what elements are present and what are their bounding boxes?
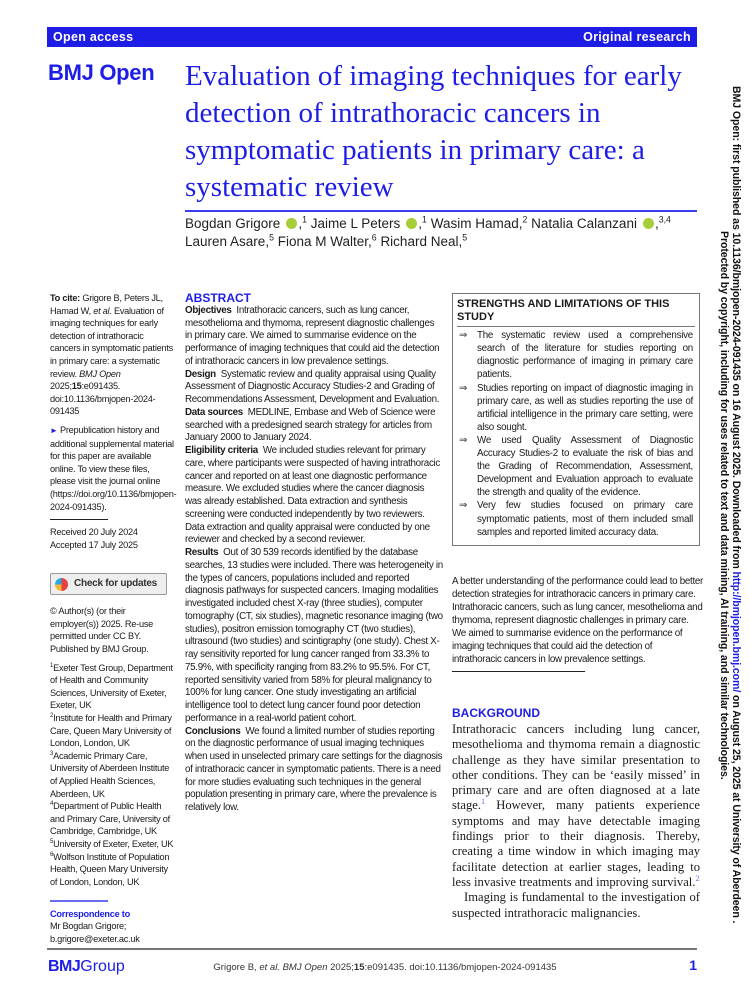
title-divider — [185, 210, 697, 212]
abstract-section-results: Results Out of 30 539 records identified by the database searches, 13 studies were included. There was heterogeneity in the types of cancers, populations included and reported diagnosis pathways for suspected cancers. Imaging modalities investigated included chest X-ray (three studies), computer tomography (CT, six studies), magnetic resonance imaging (two studies), positron emission tomography CT (two studies), ultrasound (two studies) and scintigraphy (one study). Chest X-ray sensitivity reported for lung cancer ranged from 33.3% to 75.9%, with specificity ranging from 83.2% to 95.5%. For CT, reported sensitivity varied from 58% for pleural malignancy to 100% for lung cancer. One study investigating an artificial intelligence tool to detect lung cancer found poor detection performance in a real-world patient cohort. — [185, 547, 443, 724]
author-list — [185, 215, 705, 251]
arrow-icon: ⇒ — [459, 382, 467, 394]
abstract-section-conclusions: Conclusions We found a limited number of studies reporting on the diagnostic performance of usual imaging techniques when used in unselected primary care settings for the diagnosis of intrathoracic cancer in symptomatic patients. There is a need for more studies evaluating such techniques in the general population presenting in primary care, where the prevalence is relatively low. — [185, 725, 443, 813]
orcid-icon[interactable] — [406, 218, 417, 229]
check-for-updates-button[interactable]: Check for updates — [50, 573, 167, 595]
side-download-notice: BMJ Open: first published as 10.1136/bmjopen-2024-091435 on 16 August 2025. Downloaded from http://bmjopen.bmj.com/ on August 25, 2025 at University of Aberdeen . Protected by copyright, including for uses related to text and data mining, AI training, and similar technologies. — [718, 86, 742, 924]
affiliation: $^5$University of Exeter, Exeter, UK — [50, 838, 174, 849]
open-access-label: Open access — [53, 30, 134, 44]
summary-paragraph: A better understanding of the performance could lead to better detection strategies for intrathoracic cancers in primary care. Intrathoracic cancers, such as lung cancer, mesothelioma and thymoma, represent diagnostic challenges in primary care. We aimed to summarise evidence on the performance of imaging techniques that could aid the detection of intrathoracic cancers in low prevalence settings. — [452, 575, 704, 678]
affiliation: $^3$Academic Primary Care, University of Aberdeen Institute of Applied Health Sciences, Aberdeen, UK — [50, 750, 170, 799]
strength-item: ⇒ We used Quality Assessment of Diagnostic Accuracy Studies-2 to evaluate the risk of bias and the Grading of Recommendation, Assessment, Development and Evaluation approach to evaluate the strength and quality of the evidence. — [459, 434, 693, 499]
reference-link[interactable]: 2 — [695, 873, 700, 883]
abstract-section-design: Design Systematic review and quality appraisal using Quality Assessment of Diagnostic Accuracy Studies-2 and Grading of Recommendations Assessment, Development and Evaluation. — [185, 368, 440, 405]
background-paragraph: Intrathoracic cancers including lung cancer, mesothelioma and thymoma remain a diagnostic challenge as they have similar presentation to other conditions. They can be ‘easily missed’ in primary care and are often diagnosed at a late stage.$^1$ However, many patients experience symptoms and may have detectable imaging findings prior to their diagnosis. Thereby, creating a time window in which imaging may facilitate detection at earlier stages, leading to less invasive treatments and improving survival.$^2$ — [452, 722, 700, 889]
author: Bogdan Grigore ,$^1$ — [185, 214, 307, 231]
bmj-group-logo: BMJGroup — [48, 958, 125, 975]
article-info-sidebar — [50, 292, 175, 946]
strength-item: ⇒ Very few studies focused on primary care symptomatic patients, most of them included small samples and reported limited accuracy data. — [459, 500, 693, 538]
author: Richard Neal,$^5$ — [380, 232, 468, 249]
correspondence-heading: Correspondence to — [50, 908, 130, 919]
affiliation: $^2$Institute for Health and Primary Care, Queen Mary University of London, London, UK — [50, 712, 172, 749]
abstract-section-eligibility-criteria: Eligibility criteria We included studies relevant for primary care, where participants were suspected of having intrathoracic cancer and reported on at least one diagnostic performance measure. We excluded studies where the cancer diagnosis was already established. Data extraction and synthesis screening were conducted independently by two reviewers. Data extraction and quality appraisal were conducted by one reviewer and checked by a second reviewer. — [185, 445, 441, 546]
author: Lauren Asare,$^5$ — [185, 232, 274, 249]
abstract-section-objectives: Objectives Intrathoracic cancers, such as lung cancer, mesothelioma and thymoma, represent diagnostic challenges in primary care. We aimed to summarise evidence on the performance of imaging techniques that could aid the detection of intrathoracic cancers in low prevalence settings. — [185, 304, 440, 367]
affiliations — [50, 662, 175, 889]
correspondence-name: Mr Bogdan Grigore; — [50, 921, 127, 932]
correspondence-email[interactable]: b.grigore@exeter.ac.uk — [50, 934, 140, 945]
journal-logo: BMJ Open — [48, 60, 155, 85]
abstract-section-data-sources: Data sources MEDLINE, Embase and Web of Science were searched with a predesigned search strategy for articles from January 2000 to January 2024. — [185, 406, 436, 444]
affiliation: $^1$Exeter Test Group, Department of Health and Community Sciences, University of Exeter, Exeter, UK — [50, 662, 173, 711]
box-heading: STRENGTHS AND LIMITATIONS OF THIS STUDY — [457, 298, 695, 327]
background-heading: BACKGROUND — [452, 706, 540, 720]
footer-citation: Grigore B, et al. BMJ Open 2025;15:e091435. doi:10.1136/bmjopen-2024-091435 — [213, 962, 557, 973]
crossmark-icon — [55, 578, 68, 591]
article-title: Evaluation of imaging techniques for early detection of intrathoracic cancers in symptomatic patients in primary care: a systematic review — [185, 60, 682, 203]
strength-item: ⇒ Studies reporting on impact of diagnostic imaging in primary care, as well as studies reporting the use of artificial intelligence in the primary care setting, were also sought. — [459, 382, 693, 433]
article-type-label: Original research — [583, 30, 691, 44]
strengths-limitations-box — [452, 293, 700, 546]
affiliation: $^4$Department of Public Health and Primary Care, University of Cambridge, Cambridge, UK — [50, 801, 170, 837]
arrow-icon: ⇒ — [459, 330, 467, 342]
abstract-heading: ABSTRACT — [185, 291, 251, 305]
affiliation: $^6$Wolfson Institute of Population Health, Queen Mary University of London, London, UK — [50, 851, 170, 887]
footer-divider — [47, 948, 697, 950]
accepted-date: Accepted 17 July 2025 — [50, 539, 138, 550]
copyright: © Author(s) (or their employer(s)) 2025. Re-use permitted under CC BY. Published by BMJ Group. — [50, 606, 154, 655]
author: Jaime L Peters ,$^1$ — [310, 214, 427, 231]
divider — [50, 519, 108, 520]
header-bar — [47, 27, 697, 47]
divider — [50, 900, 108, 902]
author: Fiona M Walter,$^6$ — [277, 232, 377, 249]
prepub-note[interactable]: ► Prepublication history and additional supplemental material for this paper are available online. To view these files, please visit the journal online (https://doi.org/10.1136/bmjopen-2024-091435). — [50, 424, 177, 512]
orcid-icon[interactable] — [643, 218, 654, 229]
background-paragraph: Imaging is fundamental to the investigation of suspected intrathoracic malignancies. — [452, 890, 700, 920]
reference-link[interactable]: 1 — [481, 797, 486, 807]
strength-item: ⇒ The systematic review used a comprehensive search of the literature for studies reporting on diagnostic performance of imaging in primary care patients. — [459, 330, 693, 381]
journal-link[interactable]: http://bmjopen.bmj.com/ — [730, 571, 742, 693]
divider — [452, 671, 585, 672]
page-number: 1 — [689, 957, 697, 973]
author: Wasim Hamad,$^2$ — [430, 214, 528, 231]
arrow-icon: ⇒ — [459, 500, 467, 512]
citation: To cite: Grigore B, Peters JL, Hamad W, et al. Evaluation of imaging techniques for early detection of intrathoracic cancers in symptomatic patients in primary care: a systematic review. BMJ Open 2025;15:e091435. doi:10.1136/bmjopen-2024-091435 — [50, 293, 173, 417]
arrow-icon: ⇒ — [459, 434, 467, 446]
abstract — [185, 292, 443, 815]
received-date: Received 20 July 2024 — [50, 527, 138, 538]
triangle-right-icon: ► — [50, 425, 58, 435]
orcid-icon[interactable] — [286, 218, 297, 229]
background-section — [452, 706, 700, 921]
author: Natalia Calanzani ,$^{3,4}$ — [531, 214, 671, 231]
